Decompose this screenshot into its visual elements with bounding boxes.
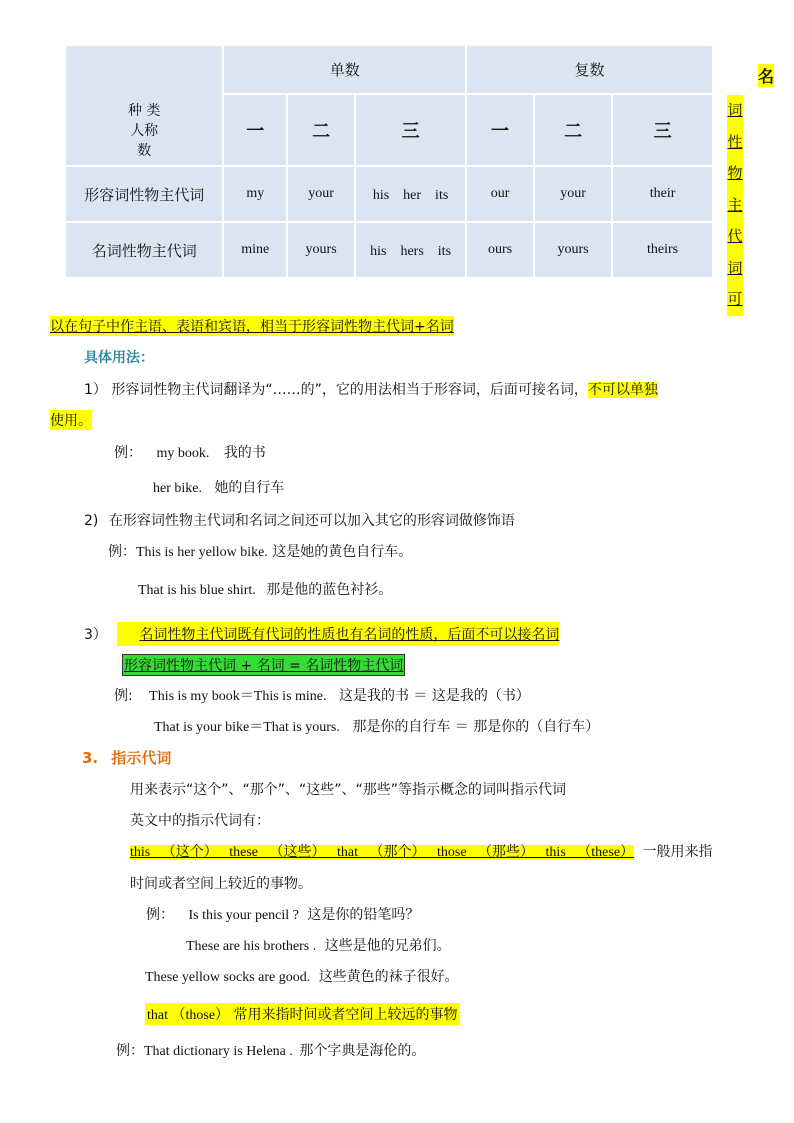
plural-header: 复数	[466, 45, 713, 94]
formula-box: 形容词性物主代词 + 名词 = 名词性物主代词	[122, 654, 405, 676]
example-4-line-2	[186, 935, 451, 955]
section-3-list-line	[130, 841, 712, 861]
person-third-plural: 三	[612, 94, 713, 166]
paragraph-2	[84, 510, 515, 530]
example-chinese: 这是她的黄色自行车。	[272, 544, 413, 560]
example-2-line-1	[108, 541, 412, 561]
table-row	[65, 222, 713, 278]
example-3-line-2	[154, 716, 599, 736]
example-label: 例：	[116, 1043, 144, 1059]
table-cell: your	[534, 166, 612, 222]
example-english: That is your bike＝That is yours.	[154, 720, 340, 735]
side-char: 代	[727, 221, 743, 253]
paragraph-3	[84, 622, 559, 646]
table-cell: yours	[287, 222, 355, 278]
example-english: That is his blue shirt.	[138, 583, 256, 598]
example-chinese: 我的书	[223, 445, 266, 461]
person-second-plural: 二	[534, 94, 612, 166]
table-cell: our	[466, 166, 534, 222]
table-cell: his hers its	[355, 222, 466, 278]
p1-highlight: 不可以单独	[587, 382, 658, 398]
table-cell: theirs	[612, 222, 713, 278]
example-1-line-1	[114, 442, 266, 462]
example-chinese: 这些黄色的袜子很好。	[318, 969, 459, 985]
example-english: These are his brothers .	[186, 939, 317, 954]
example-english: These yellow socks are good.	[145, 970, 311, 985]
example-english: Is this your pencil ?	[188, 908, 299, 923]
side-char: 词	[727, 95, 743, 127]
table-cell: his her its	[355, 166, 466, 222]
demonstrative-list: this （这个） these （这些） that （那个） those （那些） this （these）	[130, 845, 635, 860]
table-cell: your	[287, 166, 355, 222]
section-number: 3.	[82, 749, 99, 767]
p3-text-inner: 名词性物主代词既有代词的性质也有名词的性质，后面不可以接名词	[139, 627, 560, 643]
example-english: This is her yellow bike.	[136, 545, 268, 560]
that-those-line	[145, 1003, 460, 1025]
p1-continuation: 使用。	[50, 410, 92, 430]
person-first-plural: 一	[466, 94, 534, 166]
section-title: 指示代词	[111, 749, 172, 767]
example-label: 例：	[114, 445, 142, 461]
corner-line-number: 数	[137, 142, 152, 159]
person-third-singular: 三	[355, 94, 466, 166]
example-5-line	[116, 1040, 425, 1060]
usage-heading: 具体用法：	[84, 350, 154, 366]
p1-number: 1）	[84, 382, 107, 398]
p2-number: 2)	[84, 513, 99, 529]
example-2-line-2	[138, 579, 392, 599]
example-3-line-1	[114, 685, 530, 705]
table-row	[65, 166, 713, 222]
corner-line-person: 人称	[130, 122, 159, 139]
row-label-adjective: 形容词性物主代词	[65, 166, 223, 222]
table-cell: yours	[534, 222, 612, 278]
example-label: 例：	[108, 544, 136, 560]
that-those-chinese: 常用来指时间或者空间上较远的事物	[233, 1007, 458, 1023]
example-label: 例：	[146, 907, 174, 923]
side-char: 性	[727, 127, 743, 159]
side-top-char: 名	[758, 64, 774, 87]
example-chinese: 她的自行车	[214, 480, 285, 496]
singular-header: 单数	[223, 45, 466, 94]
section-3-line-1: 用来表示“这个”、“那个”、“这些”、“那些”等指示概念的词叫指示代词	[130, 782, 567, 798]
example-chinese: 那个字典是海伦的。	[299, 1043, 426, 1059]
p3-text	[117, 622, 559, 646]
example-english: That dictionary is Helena .	[144, 1044, 293, 1059]
example-4-line-1	[146, 904, 419, 924]
example-4-line-3	[145, 966, 459, 986]
example-chinese: 那是他的蓝色衬衫。	[266, 582, 393, 598]
paragraph-1	[84, 379, 658, 399]
side-char: 词	[727, 253, 743, 285]
side-vertical-text	[727, 95, 743, 316]
table-cell: ours	[466, 222, 534, 278]
continuation-text: 以在句子中作主语、表语和宾语，相当于形容词性物主代词+名词	[50, 316, 454, 336]
p1-text: 形容词性物主代词翻译为“……的”，它的用法相当于形容词，后面可接名词，	[111, 382, 588, 398]
section-3-line-4: 时间或者空间上较近的事物。	[130, 876, 312, 892]
row-label-noun: 名词性物主代词	[65, 222, 223, 278]
pronoun-table	[64, 44, 714, 279]
example-1-line-2	[153, 477, 284, 497]
side-char: 主	[727, 190, 743, 222]
example-chinese: 那是你的自行车 ＝ 那是你的（自行车）	[352, 719, 600, 735]
demonstrative-list-tail: 一般用来指	[642, 844, 713, 860]
example-chinese: 这是你的铅笔吗？	[307, 907, 420, 923]
example-english: This is my book＝This is mine.	[149, 689, 327, 704]
section-3-line-2: 英文中的指示代词有：	[130, 813, 270, 829]
corner-line-type: 种 类	[127, 102, 161, 119]
p2-text: 在形容词性物主代词和名词之间还可以加入其它的形容词做修饰语	[108, 513, 515, 529]
table-cell: mine	[223, 222, 287, 278]
person-second-singular: 二	[287, 94, 355, 166]
that-those-english: that （those）	[147, 1008, 230, 1023]
example-chinese: 这些是他的兄弟们。	[324, 938, 451, 954]
example-english: my book.	[156, 446, 210, 461]
p3-number: 3）	[84, 627, 107, 643]
person-first-singular: 一	[223, 94, 287, 166]
side-char: 物	[727, 158, 743, 190]
table-cell: my	[223, 166, 287, 222]
example-english: her bike.	[153, 481, 202, 496]
table-corner-cell	[65, 45, 223, 166]
example-chinese: 这是我的书 ＝ 这是我的（书）	[338, 688, 530, 704]
side-char: 可	[727, 284, 743, 316]
example-label: 例:	[114, 688, 133, 704]
table-cell: their	[612, 166, 713, 222]
section-3-heading	[82, 747, 171, 768]
